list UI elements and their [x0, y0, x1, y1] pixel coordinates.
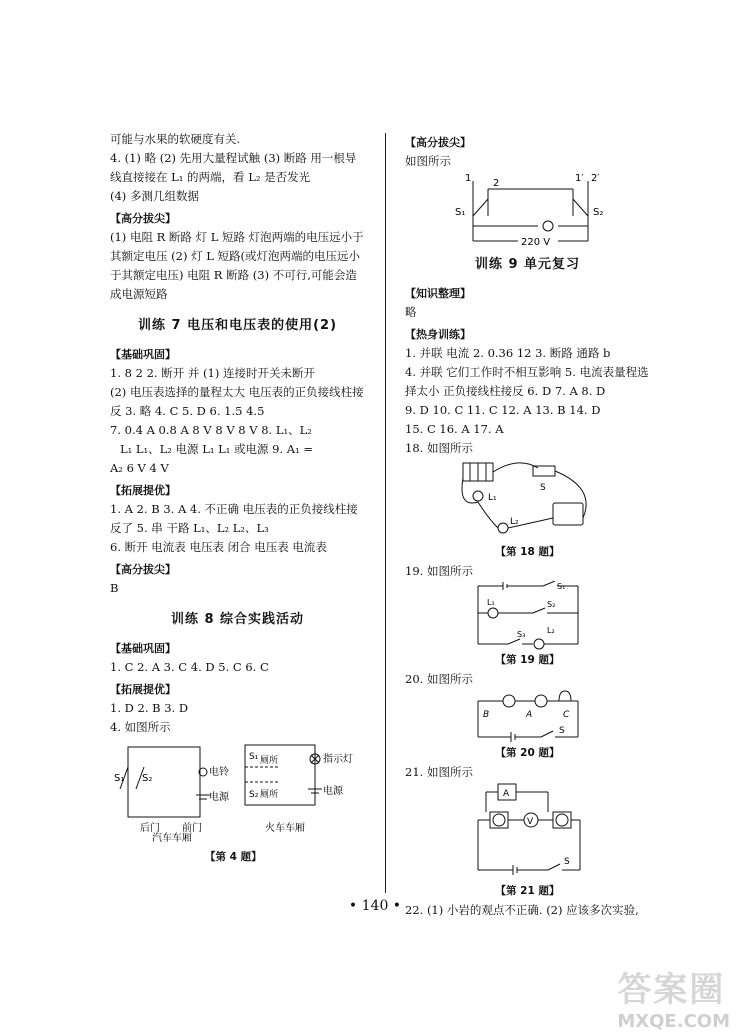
- section-tag: 【热身训练】: [405, 328, 471, 341]
- terminal-1: 1: [464, 173, 471, 184]
- label-l1: L₁: [487, 493, 497, 503]
- figure-18-physical-circuit: [458, 458, 598, 543]
- answer-text: 1. C 2. A 3. C 4. D 5. C 6. C: [110, 660, 269, 674]
- answer-text: 22. (1) 小岩的观点不正确. (2) 应该多次实验,: [405, 903, 639, 917]
- answer-text: 15. C 16. A 17. A: [405, 422, 504, 436]
- terminal-2p: 2′: [590, 173, 600, 184]
- label-car: 汽车车厢: [152, 833, 192, 842]
- label-s2b: S₂: [249, 790, 259, 800]
- label-power: 电源: [209, 792, 229, 803]
- label-c: C: [562, 710, 569, 720]
- section-tag: 【高分拔尖】: [110, 212, 176, 225]
- answer-text: 1. D 2. B 3. D: [110, 701, 189, 715]
- answer-text: 可能与水果的软硬度有关.: [110, 132, 241, 146]
- answer-text: 如图所示: [405, 154, 451, 168]
- answer-text: (2) 电压表选择的量程太大 电压表的正负接线柱接反 3. 略 4. C 5. D 6. 1.5 4.5: [110, 385, 364, 418]
- terminal-2: 2: [492, 178, 499, 189]
- page-number: • 140 •: [348, 898, 402, 914]
- label-indicator-lamp: 指示灯: [323, 754, 353, 765]
- label-toilet1: 厕所: [260, 756, 279, 766]
- right-column: [405, 130, 650, 920]
- section-tag: 【基础巩固】: [110, 642, 176, 655]
- figure-21-circuit: [468, 782, 588, 882]
- figure-caption: 【第 19 题】: [495, 654, 560, 666]
- label-220v: 220 V: [520, 237, 550, 248]
- section-title-9: 训练 9 单元复习: [474, 257, 581, 272]
- answer-text: 19. 如图所示: [405, 564, 473, 578]
- answer-text: 1. A 2. B 3. A 4. 不正确 电压表的正负接线柱接反了 5. 串 干路 L₁、L₂ L₂、L₃: [110, 502, 358, 535]
- watermark-text: 答案圈: [617, 970, 726, 1010]
- section-tag: 【基础巩固】: [110, 348, 176, 361]
- label-s: S: [563, 857, 570, 867]
- answer-text: 7. 0.4 A 0.8 A 8 V 8 V 8 V 8. L₁、L₂: [110, 423, 312, 437]
- watermark-url: MXQE.COM: [617, 1011, 730, 1032]
- label-front-door: 前门: [182, 823, 202, 834]
- label-s2: S₂: [142, 773, 153, 784]
- answer-text: 1. 8 2 2. 断开 并 (1) 连接时开关未断开: [110, 366, 315, 380]
- label-s1b: S₁: [249, 752, 259, 762]
- watermark-logo: [617, 962, 730, 1032]
- column-divider: [385, 133, 386, 893]
- figure-caption: 【第 18 题】: [495, 546, 560, 558]
- answer-text: 9. D 10. C 11. C 12. A 13. B 14. D: [405, 403, 601, 417]
- answer-text: 20. 如图所示: [405, 672, 473, 686]
- figure-20-circuit: [473, 689, 583, 744]
- section-title-8: 训练 8 综合实践活动: [170, 612, 305, 627]
- answer-text: L₁ L₁、L₂ 电源 L₁ L₁ 或电源 9. A₁ =: [120, 442, 314, 456]
- label-l2: L₂: [509, 517, 519, 527]
- label-train: 火车车厢: [265, 823, 305, 834]
- answer-text: (1) 电阻 R 断路 灯 L 短路 灯泡两端的电压远小于其额定电压 (2) 灯 L 短路(或灯泡两端的电压远小于其额定电压) 电阻 R 断路 (3) 不可行,可能会造成电源短路: [110, 230, 364, 301]
- label-back-door: 后门: [140, 823, 160, 834]
- answer-text: 4. 并联 它们工作时不相互影响 5. 电流表量程选择太小 正负接线柱接反 6. D 7. A 8. D: [405, 365, 649, 398]
- label-s1: S₁: [454, 207, 465, 218]
- label-l1: L₁: [486, 598, 495, 607]
- answer-text: A₂ 6 V 4 V: [110, 461, 169, 475]
- label-bell: 电铃: [209, 767, 229, 778]
- answer-text: 略: [405, 305, 417, 319]
- figure-caption: 【第 21 题】: [495, 885, 560, 897]
- answer-text: B: [110, 581, 119, 595]
- section-tag: 【高分拔尖】: [405, 136, 471, 149]
- answer-text: 4. (1) 略 (2) 先用大量程试触 (3) 断路 用一根导线直接接在 L₁ 的两端，看 L₂ 是否发光: [110, 151, 357, 184]
- label-b: B: [482, 710, 489, 720]
- label-s: S: [558, 726, 565, 736]
- label-l2: L₂: [546, 626, 555, 635]
- figure-caption: 【第 20 题】: [495, 747, 560, 759]
- label-s2: S₂: [546, 600, 555, 609]
- section-title-7: 训练 7 电压和电压表的使用(2): [137, 318, 338, 333]
- section-tag: 【知识整理】: [405, 287, 471, 300]
- section-tag: 【拓展提优】: [110, 683, 176, 696]
- section-tag: 【高分拔尖】: [110, 563, 176, 576]
- label-s2: S₂: [592, 207, 603, 218]
- figure-19-circuit: [473, 581, 583, 651]
- answer-text: (4) 多测几组数据: [110, 189, 199, 203]
- label-s1: S₁: [114, 773, 125, 784]
- label-s1: S₁: [556, 582, 565, 591]
- label-s3: S₃: [516, 630, 525, 639]
- figure-4-circuits: [110, 737, 365, 842]
- label-a: A: [525, 710, 532, 720]
- answer-text: 4. 如图所示: [110, 720, 171, 734]
- terminal-1p: 1′: [574, 173, 584, 184]
- left-column: [110, 130, 365, 867]
- label-s: S: [539, 483, 546, 493]
- figure-caption: 【第 4 题】: [205, 851, 262, 863]
- label-power2: 电源: [323, 786, 343, 797]
- answer-text: 6. 断开 电流表 电压表 闭合 电压表 电流表: [110, 540, 327, 554]
- section-tag: 【拓展提优】: [110, 484, 176, 497]
- label-toilet2: 厕所: [260, 790, 279, 800]
- label-ammeter: A: [502, 789, 509, 799]
- answer-text: 21. 如图所示: [405, 765, 473, 779]
- answer-text: 18. 如图所示: [405, 441, 473, 455]
- answer-text: 1. 并联 电流 2. 0.36 12 3. 断路 通路 b: [405, 346, 611, 360]
- figure-staircase-switch: [443, 171, 613, 251]
- label-voltmeter: V: [526, 817, 533, 827]
